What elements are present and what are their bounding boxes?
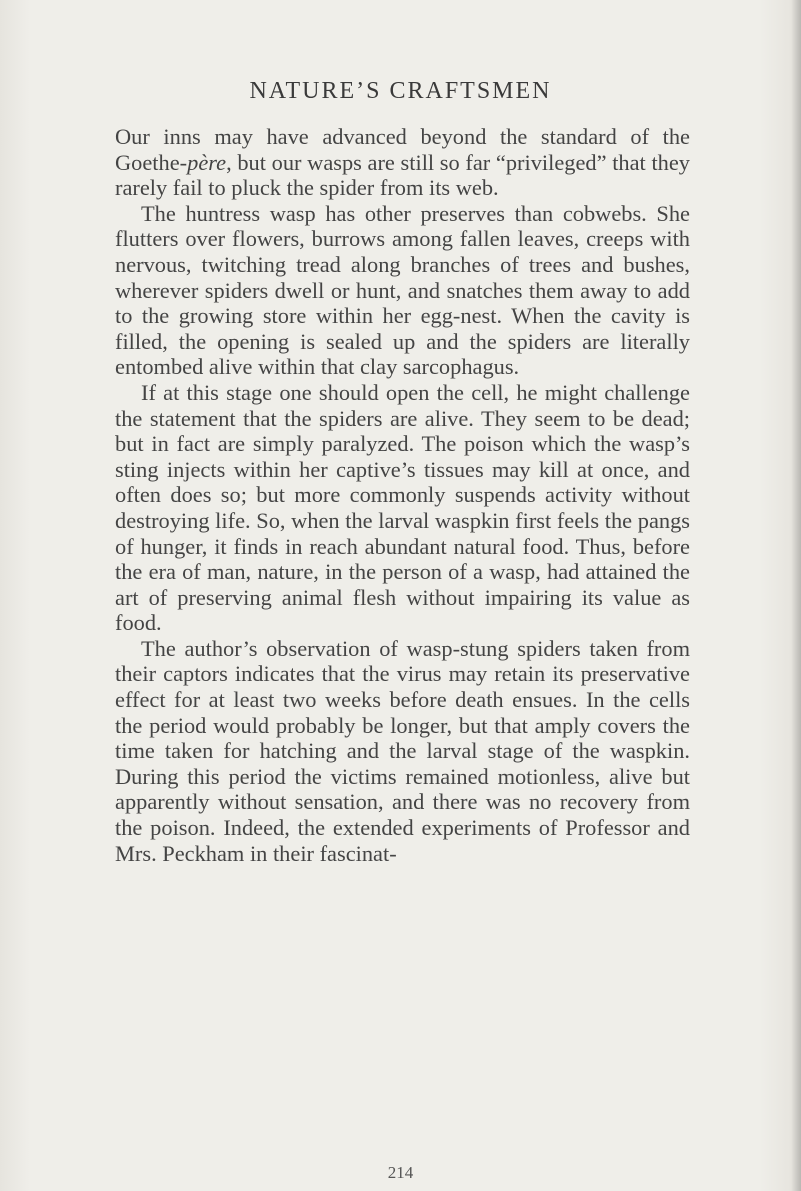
paragraph-2: The huntress wasp has other preserves than cobwebs. She flutters over flowers, burrows among fallen leaves, creeps with nervous, twitching tread along branches of trees and bushes, wherever spiders dwell or hunt, and snatches them away to add to the growing store within her egg-nest. When the cavity is filled, the opening is sealed up and the spiders are literally entombed alive within that clay sarcophagus. — [115, 200, 690, 380]
paragraph-1 — [115, 124, 690, 201]
paragraph-1-italic: père — [187, 149, 227, 175]
paragraph-3: If at this stage one should open the cell, he might challenge the statement that the spiders are alive. They seem to be dead; but in fact are simply paralyzed. The poison which the wasp’s sting injects within her captive’s tissues may kill at once, and often does so; but more commonly suspends activity without destroying life. So, when the larval waspkin first feels the pangs of hunger, it finds in reach abundant natural food. Thus, before the era of man, nature, in the person of a wasp, had attained the art of preserving animal flesh without impairing its value as food. — [115, 379, 690, 636]
body-text — [115, 124, 690, 866]
paragraph-1-text-b: , but our wasps are still so far “privileged” that they rarely fail to pluck the spider from its web. — [115, 149, 690, 201]
paragraph-1-text-a: Our inns may have advanced beyond the standard of the Goethe- — [115, 124, 690, 175]
running-title: NATURE’S CRAFTSMEN — [249, 78, 552, 104]
page-number: 214 — [387, 1163, 414, 1182]
page-edge-shadow — [791, 0, 801, 1191]
paragraph-4: The author’s observation of wasp-stung spiders taken from their captors indicates that the virus may retain its preservative effect for at least two weeks before death ensues. In the cells the period would probably be longer, but that amply covers the time taken for hatching and the larval stage of the waspkin. During this period the victims remained motionless, alive but apparently without sensation, and there was no recovery from the poison. Indeed, the extended experiments of Professor and Mrs. Peckham in their fascinat- — [115, 635, 690, 866]
